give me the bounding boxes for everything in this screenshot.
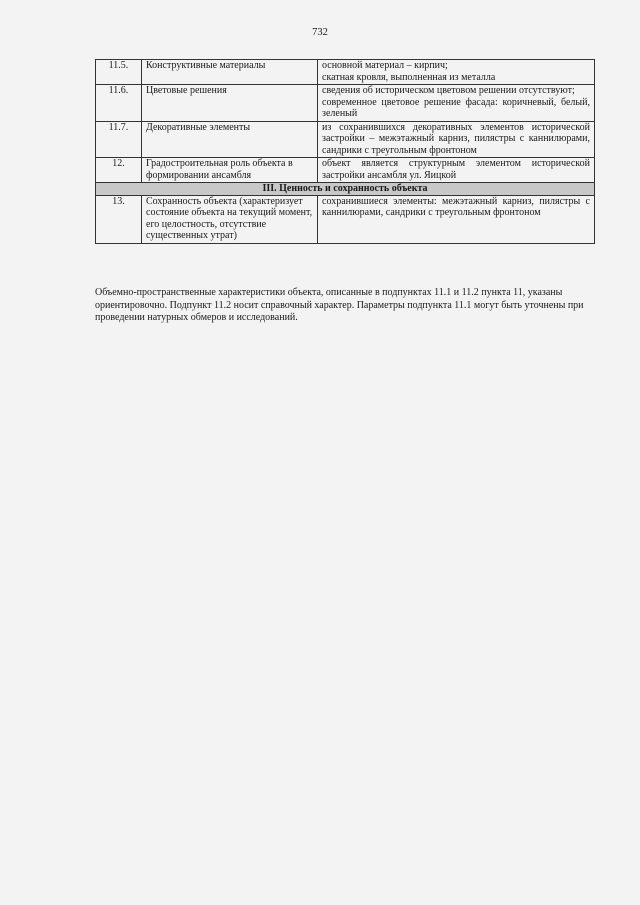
characteristics-table [95, 59, 595, 244]
value-line: основной материал – кирпич; [322, 60, 448, 71]
row-number: 13. [96, 195, 142, 243]
row-name: Цветовые решения [142, 85, 318, 122]
value-line: сведения об историческом цветовом решении отсутствуют; [322, 85, 575, 96]
section-header: III. Ценность и сохранность объекта [96, 183, 595, 196]
row-value [318, 85, 595, 122]
table-row [96, 121, 595, 158]
table-row [96, 158, 595, 183]
table-row [96, 85, 595, 122]
row-name: Декоративные элементы [142, 121, 318, 158]
row-number: 12. [96, 158, 142, 183]
value-line: скатная кровля, выполненная из металла [322, 71, 496, 83]
row-value [318, 60, 595, 85]
row-name: Градостроительная роль объекта в формировании ансамбля [142, 158, 318, 183]
value-line: современное цветовое решение фасада: коричневый, белый, зеленый [322, 96, 590, 119]
footnote-paragraph: Объемно-пространственные характеристики объекта, описанные в подпунктах 11.1 и 11.2 пункта 11, указаны ориентировочно. Подпункт 11.2 носит справочный характер. Параметры подпункта 11.1 могут быть уточнены при проведении натурных обмеров и исследований. [95, 287, 584, 323]
table-row [96, 195, 595, 243]
row-name: Сохранность объекта (характеризует состояние объекта на текущий момент, его целостность, отсутствие существенных утрат) [142, 195, 318, 243]
row-value: объект является структурным элементом исторической застройки ансамбля ул. Яицкой [318, 158, 595, 183]
row-value: сохранившиеся элементы: межэтажный карниз, пилястры с каннилюрами, сандрики с треугольным фронтоном [318, 195, 595, 243]
row-name: Конструктивные материалы [142, 60, 318, 85]
section-header-row [96, 183, 595, 196]
table-row [96, 60, 595, 85]
row-number: 11.5. [96, 60, 142, 85]
row-number: 11.7. [96, 121, 142, 158]
row-number: 11.6. [96, 85, 142, 122]
page-number: 732 [312, 27, 328, 38]
row-value: из сохранившихся декоративных элементов исторической застройки – межэтажный карниз, пилястры с каннилюрами, сандрики с треугольным фронтоном [318, 121, 595, 158]
